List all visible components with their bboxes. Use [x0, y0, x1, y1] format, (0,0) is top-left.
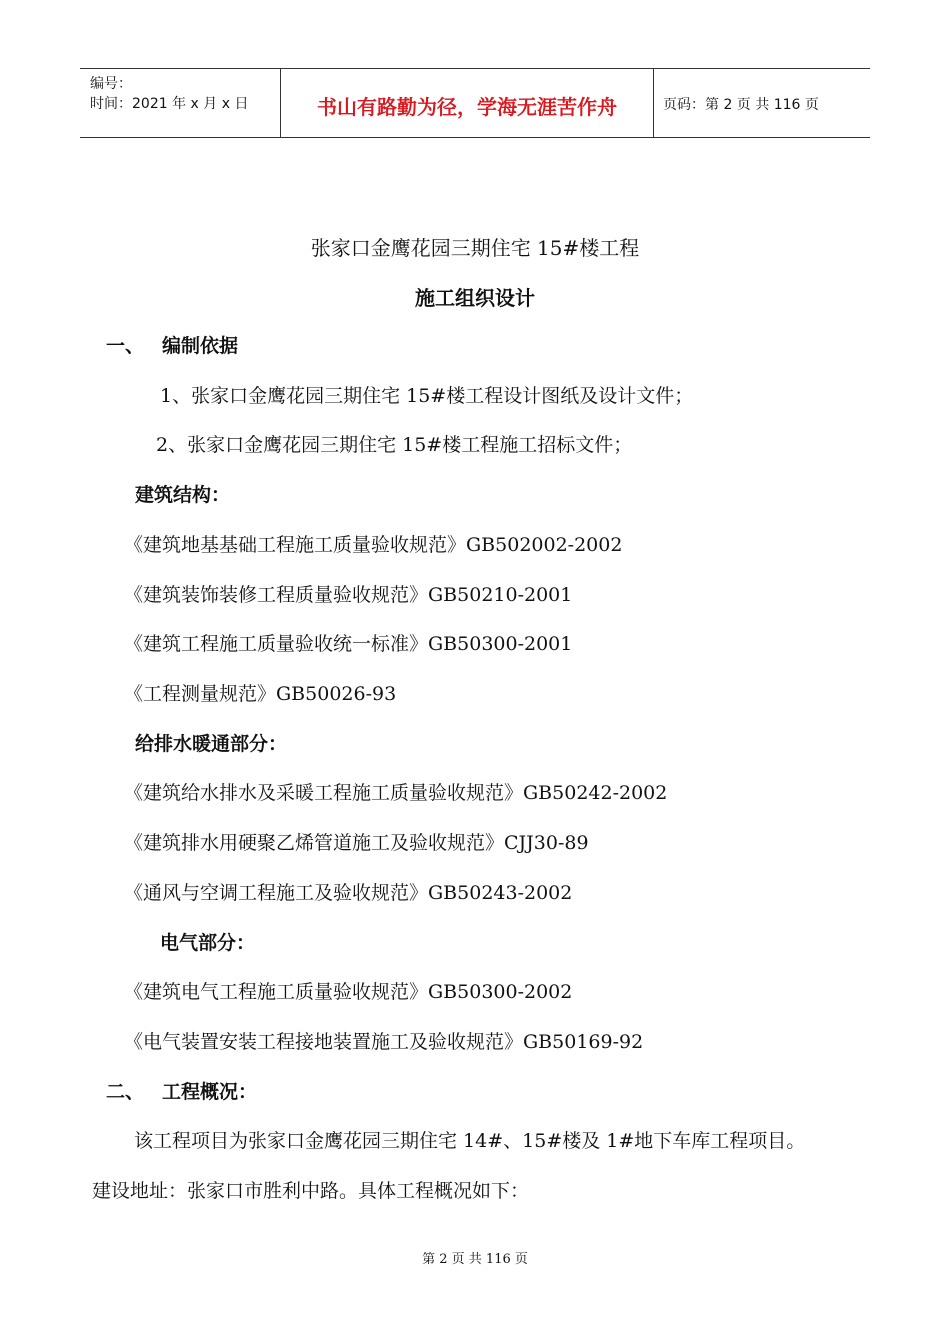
motto-text: 书山有路勤为径，学海无涯苦作舟: [317, 95, 617, 119]
spec-item: 《建筑排水用硬聚乙烯管道施工及验收规范》CJJ30-89: [124, 832, 589, 854]
spec-item: 《建筑电气工程施工质量验收规范》GB50300-2002: [124, 981, 573, 1003]
spec-item: 《电气装置安装工程接地装置施工及验收规范》GB50169-92: [124, 1031, 644, 1053]
spec-item: 《建筑装饰装修工程质量验收规范》GB50210-2001: [124, 584, 573, 606]
basis-item-1: 1、张家口金鹰花园三期住宅 15#楼工程设计图纸及设计文件；: [160, 385, 694, 407]
section1-title: 编制依据: [162, 335, 239, 357]
overview-paragraph-line-1: 该工程项目为张家口金鹰花园三期住宅 14#、15#楼及 1#地下车库工程项目。: [134, 1130, 806, 1152]
section2-title: 工程概况：: [162, 1081, 258, 1103]
basis-item-2: 2、张家口金鹰花园三期住宅 15#楼工程施工招标文件；: [156, 434, 633, 456]
section2-heading: [106, 1077, 257, 1104]
header-table: [80, 68, 870, 138]
document-title: 张家口金鹰花园三期住宅 15#楼工程: [310, 236, 640, 260]
spec-item: 《工程测量规范》GB50026-93: [124, 683, 397, 705]
spec-item: 《建筑给水排水及采暖工程施工质量验收规范》GB50242-2002: [124, 782, 668, 804]
page-footer: 第 2 页 共 116 页: [422, 1252, 528, 1267]
section2-number: 二、: [106, 1081, 145, 1103]
document-subtitle: 施工组织设计: [415, 286, 535, 310]
header-info-cell: [80, 69, 280, 137]
spec-item: 《建筑工程施工质量验收统一标准》GB50300-2001: [124, 633, 573, 655]
serial-label: 编号：: [90, 76, 132, 92]
header-page-cell: [653, 69, 870, 137]
section1-number: 一、: [106, 335, 145, 357]
section1-heading: [106, 331, 238, 358]
overview-paragraph-line-2: 建设地址：张家口市胜利中路。具体工程概况如下：: [92, 1180, 530, 1202]
structure-heading: 建筑结构：: [135, 484, 231, 506]
plumbing-heading: 给排水暖通部分：: [135, 733, 288, 755]
electrical-heading: 电气部分：: [160, 932, 256, 954]
header-motto-cell: [280, 69, 654, 137]
date-label: 时间：2021 年 x 月 x 日: [90, 96, 249, 112]
spec-item: 《通风与空调工程施工及验收规范》GB50243-2002: [124, 882, 573, 904]
page-info: 页码：第 2 页 共 116 页: [663, 97, 819, 113]
spec-item: 《建筑地基基础工程施工质量验收规范》GB502002-2002: [124, 534, 623, 556]
